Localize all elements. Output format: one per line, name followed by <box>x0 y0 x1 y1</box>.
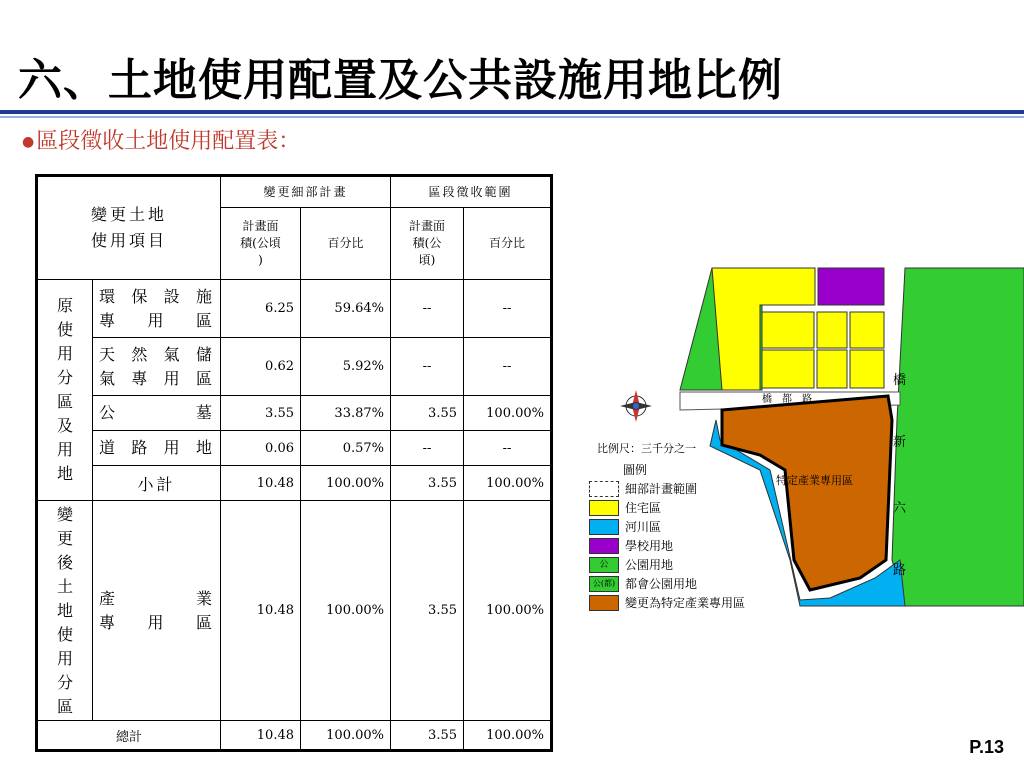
corner-header-line2: 使用項目 <box>90 231 167 250</box>
residential-block <box>850 350 884 388</box>
cell-area-a: 3.55 <box>221 396 301 431</box>
cell-pct-a: 0.57% <box>301 431 391 466</box>
slide-title: 六、土地使用配置及公共設施用地比例 <box>18 55 783 106</box>
residential-swatch <box>589 500 619 516</box>
legend-item: 公 公園用地 <box>589 555 745 574</box>
row-item: 產 業 專 用 區 <box>93 501 221 721</box>
cell-area-a: 10.48 <box>221 721 301 751</box>
river-swatch <box>589 519 619 535</box>
cell-area-b: 3.55 <box>391 501 464 721</box>
residential-block <box>762 350 814 388</box>
legend-item: 住宅區 <box>589 498 745 517</box>
row-item: 環 保 設 施 專 用 區 <box>93 280 221 338</box>
section-after-zoning: 變 更 後 土 地 使 用 分 區 <box>37 501 93 721</box>
col-pct-b: 百分比 <box>464 208 552 280</box>
col-area-a-l1: 計畫面 <box>242 219 279 233</box>
cell-pct-a: 100.00% <box>301 466 391 501</box>
school-swatch <box>589 538 619 554</box>
legend-item: 變更為特定產業專用區 <box>589 593 745 612</box>
map-legend <box>589 460 745 612</box>
industrial-swatch <box>589 595 619 611</box>
cell-area-a: 0.06 <box>221 431 301 466</box>
residential-block <box>817 312 847 348</box>
svg-text:新: 新 <box>893 435 907 450</box>
cell-pct-b: -- <box>464 338 552 396</box>
park-area-right <box>892 268 1024 606</box>
map-scale: 比例尺：三千分之一 <box>597 442 696 455</box>
park-swatch: 公 <box>589 557 619 573</box>
cell-pct-a: 59.64% <box>301 280 391 338</box>
legend-item: 細部計畫範圍 <box>589 479 745 498</box>
residential-block <box>850 312 884 348</box>
svg-text:六: 六 <box>893 501 907 516</box>
col-area-b-l3: 頃) <box>418 253 436 267</box>
cell-pct-a: 100.00% <box>301 501 391 721</box>
school-area <box>818 268 884 305</box>
group-header-detail-plan: 變更細部計畫 <box>221 176 391 208</box>
industrial-label: 特定產業專用區 <box>776 474 853 487</box>
cell-pct-b: 100.00% <box>464 466 552 501</box>
page-number: P.13 <box>969 737 1004 757</box>
compass-icon <box>620 390 652 422</box>
col-area-a-l3: ) <box>258 253 263 267</box>
cell-area-a: 10.48 <box>221 466 301 501</box>
residential-block <box>817 350 847 388</box>
legend-title: 圖例 <box>623 463 648 477</box>
cell-area-b: 3.55 <box>391 466 464 501</box>
legend-item: 學校用地 <box>589 536 745 555</box>
cell-area-b: 3.55 <box>391 396 464 431</box>
boundary-swatch <box>589 481 619 497</box>
col-pct-a: 百分比 <box>301 208 391 280</box>
industrial-zone <box>722 396 892 590</box>
total-label: 總計 <box>37 721 221 751</box>
col-area-b-l1: 計畫面 <box>408 219 445 233</box>
row-item: 道 路 用 地 <box>93 431 221 466</box>
section-original-zoning: 原 使 用 分 區 及 用 地 <box>37 280 93 501</box>
corner-header-line1: 變更土地 <box>90 205 167 224</box>
row-item: 天 然 氣 儲 氣 專 用 區 <box>93 338 221 396</box>
legend-item: 河川區 <box>589 517 745 536</box>
cell-area-b: -- <box>391 280 464 338</box>
road-label-top: 橋 都 路 <box>762 394 812 405</box>
cell-area-a: 6.25 <box>221 280 301 338</box>
cell-area-b: 3.55 <box>391 721 464 751</box>
legend-item: 公(都) 都會公園用地 <box>589 574 745 593</box>
cell-pct-b: 100.00% <box>464 396 552 431</box>
cell-pct-a: 100.00% <box>301 721 391 751</box>
cell-area-b: -- <box>391 338 464 396</box>
residential-block <box>762 312 814 348</box>
svg-text:路: 路 <box>893 563 907 578</box>
subtitle-text: 區段徵收土地使用配置表： <box>36 129 301 154</box>
group-header-expropriation: 區段徵收範圍 <box>391 176 552 208</box>
metro-park-swatch: 公(都) <box>589 576 619 592</box>
col-area-a-l2: 積(公頃 <box>240 236 281 250</box>
cell-area-a: 10.48 <box>221 501 301 721</box>
cell-area-a: 0.62 <box>221 338 301 396</box>
subtotal-label: 小計 <box>93 466 221 501</box>
row-item: 公 墓 <box>93 396 221 431</box>
col-area-b-l2: 積(公 <box>412 236 442 250</box>
bullet-icon: ● <box>22 134 35 150</box>
cell-pct-b: 100.00% <box>464 721 552 751</box>
svg-text:橋: 橋 <box>893 373 907 388</box>
cell-pct-b: 100.00% <box>464 501 552 721</box>
cell-pct-a: 5.92% <box>301 338 391 396</box>
cell-pct-b: -- <box>464 280 552 338</box>
cell-pct-b: -- <box>464 431 552 466</box>
cell-pct-a: 33.87% <box>301 396 391 431</box>
cell-area-b: -- <box>391 431 464 466</box>
